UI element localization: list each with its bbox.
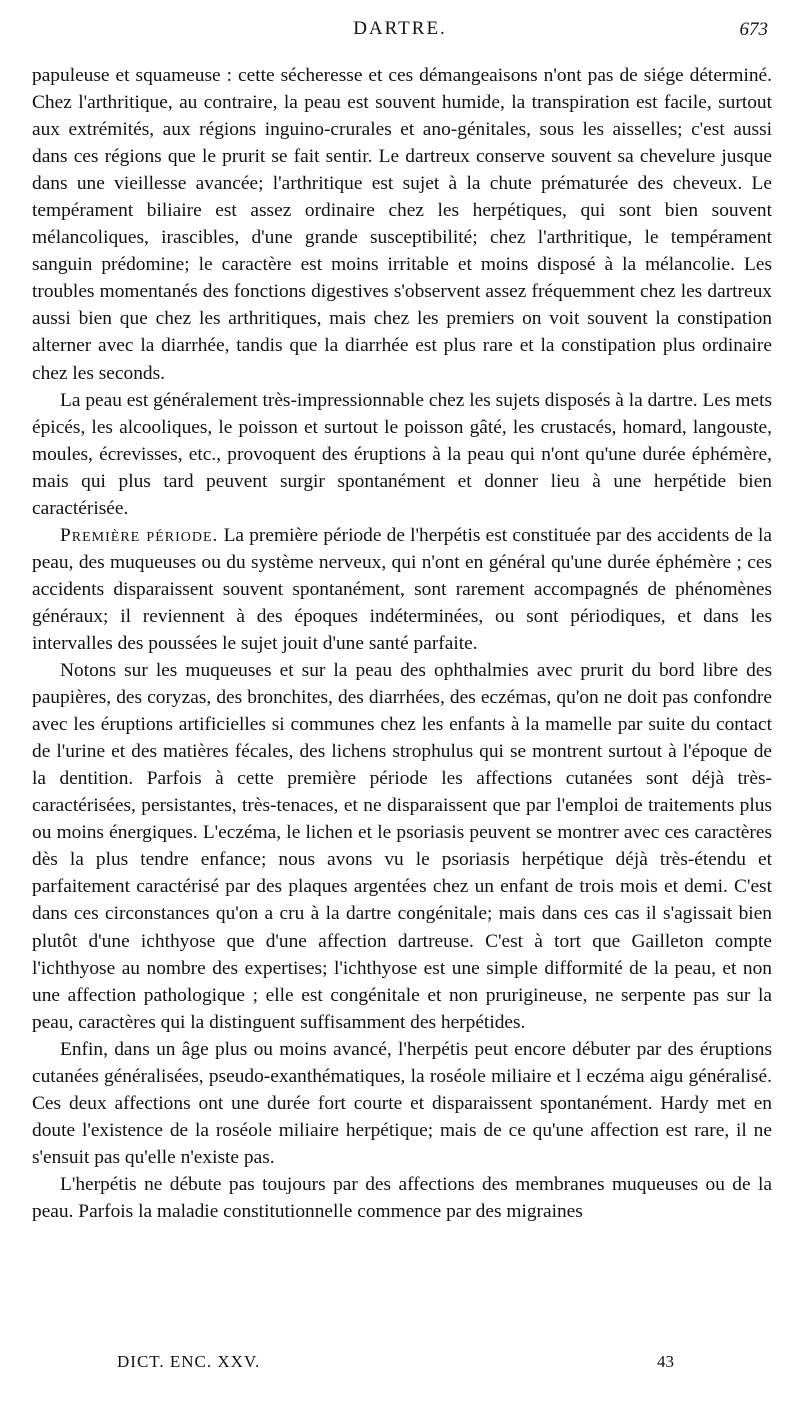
- page-footer: [32, 1352, 768, 1382]
- printer-signature: DICT. ENC. XXV.: [117, 1352, 261, 1371]
- paragraph-premiere-periode-text: La première période de l'herpétis est constituée par des accidents de la peau, des muqueuses ou du système nerveux, qui n'ont en général qu'une durée éphémère ; ces accidents disparaissent souvent spontanément, sont rarement accompagnés de phénomènes généraux; il reviennent à des époques indéterminées, ou sont périodiques, et dans les intervalles des poussées le sujet jouit d'une santé parfaite.: [32, 524, 772, 654]
- section-lead-premiere-periode: Première période.: [60, 524, 219, 546]
- body-text: [32, 62, 772, 1225]
- paragraph-enfin: Enfin, dans un âge plus ou moins avancé, l'herpétis peut encore débuter par des éruptions cutanées généralisées, pseudo-exanthématiques, la roséole miliaire et l eczéma aigu généralisé. Ces deux affections ont une durée fort courte et disparaissent spontanément. Hardy met en doute l'existence de la roséole miliaire herpétique; mais de ce qu'une affection est rare, il ne s'ensuit pas qu'elle n'existe pas.: [32, 1038, 772, 1168]
- page-number: 673: [739, 19, 768, 40]
- paragraph-premiere-periode: [32, 522, 772, 657]
- paragraph-continuation: papuleuse et squameuse : cette sécheresse et ces démangeaisons n'ont pas de siége déterminé. Chez l'arthritique, au contraire, la peau est souvent humide, la transpiration est facile, surtout aux extrémités, aux régions inguino-crurales et ano-génitales, sous les aisselles; c'est aussi dans ces régions que le prurit se fait sentir. Le dartreux conserve souvent sa chevelure jusque dans une vieillesse avancée; l'arthritique est sujet à la chute prématurée des cheveux. Le tempérament biliaire est assez ordinaire chez les herpétiques, qui sont bien souvent mélancoliques, irascibles, d'une grande susceptibilité; chez l'arthritique, le tempérament sanguin prédomine; le caractère est moins irritable et moins disposé à la mélancolie. Les troubles momentanés des fonctions digestives s'observent assez fréquemment chez les dartreux aussi bien que chez les arthritiques, mais chez les premiers on voit souvent la constipation alterner avec la diarrhée, tandis que la diarrhée est plus rare et la constipation plus ordinaire chez les seconds.: [32, 65, 772, 384]
- paragraph-peau-impressionnable: La peau est généralement très-impressionnable chez les sujets disposés à la dartre. Les mets épicés, les alcooliques, le poisson et surtout le poisson gâté, les crustacés, homard, langouste, moules, écrevisses, etc., provoquent des éruptions à la peau qui n'ont qu'une durée éphémère, mais qui plus tard peuvent surgir spontanément et donner lieu à une herpétide bien caractérisée.: [32, 389, 772, 519]
- paragraph-notons: Notons sur les muqueuses et sur la peau des ophthalmies avec prurit du bord libre des paupières, des coryzas, des bronchites, des diarrhées, des eczémas, qu'on ne doit pas confondre avec les éruptions artificielles si communes chez les enfants à la mamelle par suite du contact de l'urine et des matières fécales, des lichens strophulus qui se montrent surtout à l'époque de la dentition. Parfois à cette première période les affections cutanées sont déjà très-caractérisées, persistantes, très-tenaces, et ne disparaissent que par l'emploi de traitements plus ou moins énergiques. L'eczéma, le lichen et le psoriasis peuvent se montrer avec ces caractères dès la plus tendre enfance; nous avons vu le psoriasis herpétique déjà très-étendu et parfaitement caractérisé par des plaques argentées chez un enfant de trois mois et demi. C'est dans ces circonstances qu'on a cru à la dartre congénitale; mais dans ces cas il s'agissait bien plutôt d'une ichthyose que d'une affection dartreuse. C'est à tort que Gailleton compte l'ichthyose au nombre des expertises; l'ichthyose est une simple difformité de la peau, et non une affection pathologique ; elle est congénitale et non prurigineuse, ne serpente pas sur la peau, caractères qui la distinguent suffisamment des herpétides.: [32, 660, 772, 1033]
- paragraph-herpetis-debut: L'herpétis ne débute pas toujours par des affections des membranes muqueuses ou de la peau. Parfois la maladie constitutionnelle commence par des migraines: [32, 1173, 772, 1222]
- page-header: [32, 18, 768, 46]
- running-head: DARTRE.: [353, 18, 447, 39]
- sheet-number: 43: [657, 1352, 674, 1371]
